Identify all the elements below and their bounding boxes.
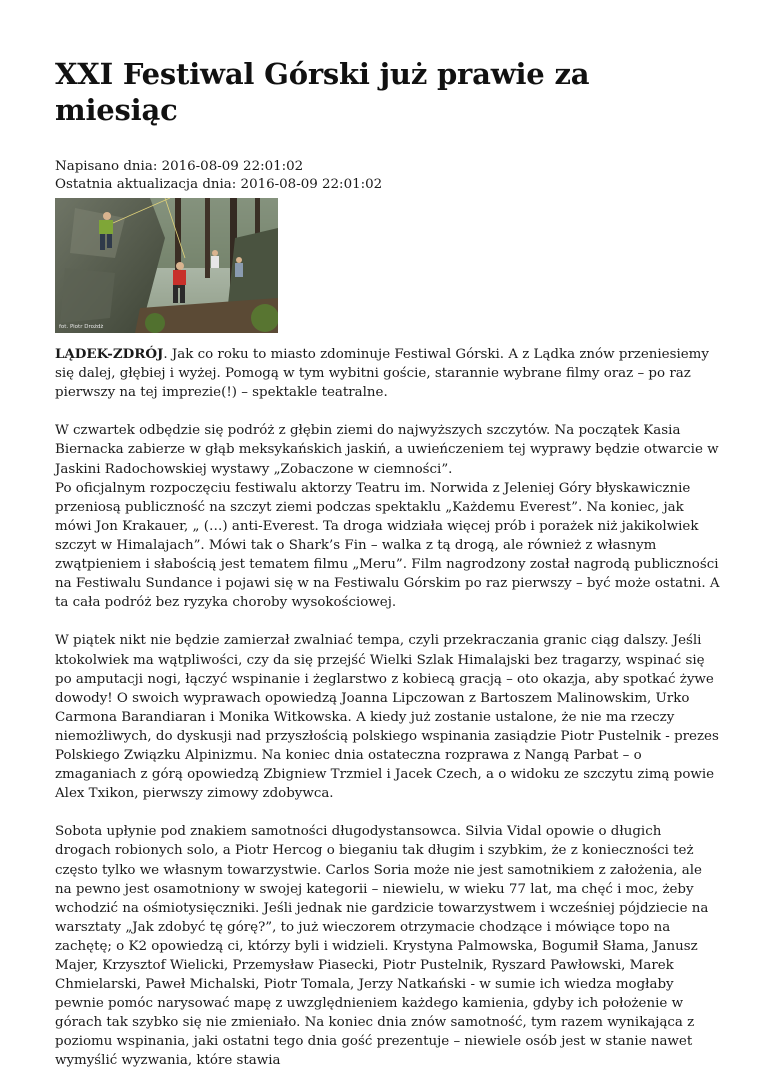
climbers-photo-image xyxy=(55,198,278,333)
lead-paragraph xyxy=(55,345,720,402)
article xyxy=(55,0,720,1090)
photo-credit: fot. Piotr Drożdż xyxy=(59,324,104,330)
lead-text: . Jak co roku to miasto zdominuje Festiwal Górski. A z Lądka znów przeniesiemy się dalej, głębiej i wyżej. Pomogą w tym wybitni goście, starannie wybrane filmy oraz – po raz pierwszy na tej imprezie(!) – spektakle teatralne. xyxy=(55,347,709,401)
page-title: XXI Festiwal Górski już prawie za miesiąc xyxy=(55,57,590,127)
paragraph-thursday-a: W czwartek odbędzie się podróż z głębin ziemi do najwyższych szczytów. Na początek Kasia Biernacka zabierze w głąb meksykańskich jaskiń, a uwieńczeniem tej wyprawy będzie otwarcie w Jaskini Radochowskiej wystawy „Zobaczone w ciemności”. xyxy=(55,423,719,477)
published-date: Napisano dnia: 2016-08-09 22:01:02 xyxy=(55,159,304,174)
paragraph-thursday-b: Po oficjalnym rozpoczęciu festiwalu aktorzy Teatru im. Norwida z Jeleniej Góry błyskawicznie przeniosą publiczność na szczyt ziemi podczas spektaklu „Każdemu Everest”. Na koniec, jak mówi Jon Krakauer, „ (…) anti-Everest. Ta droga widziała więcej prób i porażek niż jakikolwiek szczyt w Himalajach”. Mówi tak o Shark’s Fin – walka z tą drogą, ale również z własnym zwątpieniem i słabością jest tematem filmu „Meru”. Film nagrodzony został nagrodą publiczności na Festiwalu Sundance i pojawi się w na Festiwalu Górskim po raz pierwszy – być może ostatni. A ta cała podróż bez ryzyka choroby wysokościowej. xyxy=(55,480,720,611)
updated-date: Ostatnia aktualizacja dnia: 2016-08-09 22:01:02 xyxy=(55,177,383,192)
lead-location: LĄDEK-ZDRÓJ xyxy=(55,346,164,362)
article-meta xyxy=(55,158,720,194)
paragraph-saturday: Sobota upłynie pod znakiem samotności długodystansowca. Silvia Vidal opowie o długich drogach robionych solo, a Piotr Hercog o bieganiu tak długim i szybkim, że z konieczności też często tylko we własnym towarzystwie. Carlos Soria może nie jest samotnikiem z założenia, ale na pewno jest osamotniony w swojej kategorii – niewielu, w wieku 77 lat, ma chęć i moc, żeby wchodzić na ośmiotysięczniki. Jeśli jednak nie gardzicie towarzystwem i wcześniej pójdziecie na warsztaty „Jak zdobyć tę górę?”, to już wieczorem otrzymacie chodzące i mówiące topo na zachętę; o K2 opowiedzą ci, którzy byli i widzieli. Krystyna Palmowska, Bogumił Słama, Janusz Majer, Krzysztof Wielicki, Przemysław Piasecki, Piotr Pustelnik, Ryszard Pawłowski, Marek Chmielarski, Paweł Michalski, Piotr Tomala, Jerzy Natkański - w sumie ich wiedza mogłaby pewnie pomóc narysować mapę z uwzględnieniem każdego kamienia, gdyby ich położenie w górach tak szybko się nie zmieniało. Na koniec dnia znów samotność, tym razem wynikająca z poziomu wspinania, jaki ostatni tego dnia gość prezentuje – niewiele osób jest w stanie nawet wymyślić wyzwania, które stawia xyxy=(55,824,709,1069)
article-photo xyxy=(55,198,278,333)
paragraph-thursday xyxy=(55,421,720,612)
article-body xyxy=(55,345,720,1071)
paragraph-friday: W piątek nikt nie będzie zamierzał zwalniać tempa, czyli przekraczania granic ciąg dalszy. Jeśli ktokolwiek ma wątpliwości, czy da się przejść Wielki Szlak Himalajski bez tragarzy, wspinać się po amputacji nogi, łączyć wspinanie i żeglarstwo z kobiecą gracją – oto okazja, aby spotkać żywe dowody! O swoich wyprawach opowiedzą Joanna Lipczowan z Bartoszem Malinowskim, Urko Carmona Barandiaran i Monika Witkowska. A kiedy już zostanie ustalone, że nie ma rzeczy niemożliwych, do dyskusji nad przyszłością polskiego wspinania zasiądzie Piotr Pustelnik - prezes Polskiego Związku Alpinizmu. Na koniec dnia ostateczna rozprawa z Nangą Parbat – o zmaganiach z górą opowiedzą Zbigniew Trzmiel i Jacek Czech, a o widoku ze szczytu zimą powie Alex Txikon, pierwszy zimowy zdobywca. xyxy=(55,633,719,802)
